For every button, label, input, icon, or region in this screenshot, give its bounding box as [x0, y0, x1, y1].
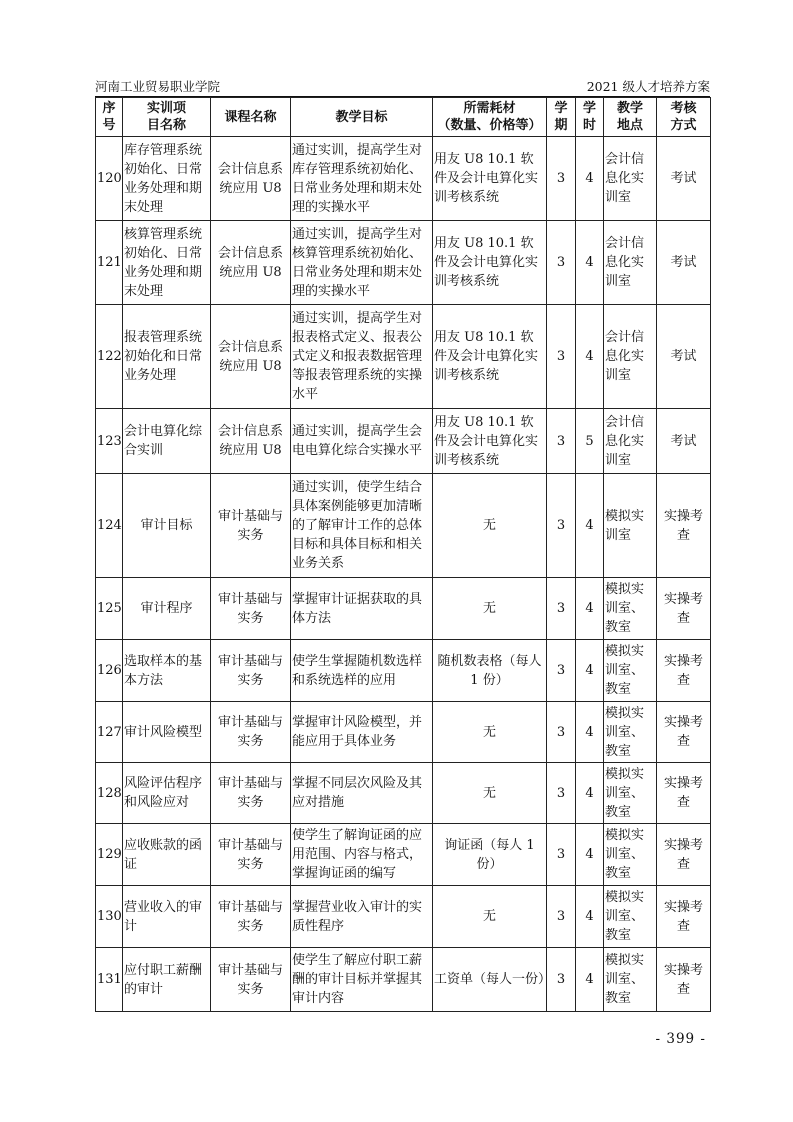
row-goal: 使学生了解应付职工薪酬的审计目标并掌握其审计内容 [291, 948, 433, 1012]
row-course: 会计信息系统应用 U8 [211, 137, 291, 221]
row-term: 3 [547, 824, 576, 886]
row-goal: 通过实训，提高学生对核算管理系统初始化、日常业务处理和期末处理的实操水平 [291, 221, 433, 305]
row-no: 125 [96, 578, 123, 640]
row-exam: 实操考查 [657, 763, 711, 824]
row-exam: 实操考查 [657, 886, 711, 948]
col-goal: 教学目标 [291, 98, 433, 137]
row-exam: 实操考查 [657, 702, 711, 763]
row-term: 3 [547, 886, 576, 948]
row-course: 审计基础与实务 [211, 886, 291, 948]
row-course: 审计基础与实务 [211, 824, 291, 886]
row-term: 3 [547, 763, 576, 824]
school-name: 河南工业贸易职业学院 [95, 79, 221, 94]
table-row [96, 474, 711, 578]
row-material: 无 [433, 763, 547, 824]
row-hours: 4 [576, 221, 604, 305]
row-place: 模拟实训室 [604, 474, 657, 578]
row-goal: 通过实训，提高学生会电电算化综合实操水平 [291, 409, 433, 474]
row-term: 3 [547, 474, 576, 578]
row-hours: 4 [576, 948, 604, 1012]
table-row [96, 886, 711, 948]
row-term: 3 [547, 305, 576, 409]
row-material: 用友 U8 10.1 软件及会计电算化实训考核系统 [433, 137, 547, 221]
row-course: 审计基础与实务 [211, 640, 291, 702]
row-no: 120 [96, 137, 123, 221]
row-term: 3 [547, 221, 576, 305]
row-exam: 考试 [657, 409, 711, 474]
row-place: 会计信息化实训室 [604, 409, 657, 474]
plan-title: 2021 级人才培养方案 [586, 79, 710, 94]
row-project-name: 应收账款的函证 [123, 824, 211, 886]
row-no: 129 [96, 824, 123, 886]
row-term: 3 [547, 409, 576, 474]
row-project-name: 审计风险模型 [123, 702, 211, 763]
row-exam: 实操考查 [657, 474, 711, 578]
row-no: 127 [96, 702, 123, 763]
row-course: 会计信息系统应用 U8 [211, 221, 291, 305]
col-exam: 考核 方式 [657, 98, 711, 137]
row-exam: 考试 [657, 221, 711, 305]
row-no: 128 [96, 763, 123, 824]
table-row [96, 305, 711, 409]
table-row [96, 702, 711, 763]
row-term: 3 [547, 702, 576, 763]
col-place: 教学 地点 [604, 98, 657, 137]
row-material: 用友 U8 10.1 软件及会计电算化实训考核系统 [433, 305, 547, 409]
row-project-name: 核算管理系统初始化、日常业务处理和期末处理 [123, 221, 211, 305]
table-row [96, 763, 711, 824]
page-number: - 399 - [655, 1031, 706, 1047]
row-goal: 通过实训，提高学生对报表格式定义、报表公式定义和报表数据管理等报表管理系统的实操水平 [291, 305, 433, 409]
row-material: 询证函（每人 1 份） [433, 824, 547, 886]
row-place: 会计信息化实训室 [604, 305, 657, 409]
row-hours: 4 [576, 886, 604, 948]
table-row [96, 409, 711, 474]
row-goal: 使学生了解询证函的应用范围、内容与格式，掌握询证函的编写 [291, 824, 433, 886]
row-goal: 掌握营业收入审计的实质性程序 [291, 886, 433, 948]
row-project-name: 报表管理系统初始化和日常业务处理 [123, 305, 211, 409]
row-place: 模拟实训室、教室 [604, 886, 657, 948]
row-project-name: 库存管理系统初始化、日常业务处理和期末处理 [123, 137, 211, 221]
row-hours: 4 [576, 640, 604, 702]
row-material: 用友 U8 10.1 软件及会计电算化实训考核系统 [433, 221, 547, 305]
row-exam: 考试 [657, 137, 711, 221]
row-goal: 掌握不同层次风险及其应对措施 [291, 763, 433, 824]
row-hours: 4 [576, 824, 604, 886]
row-place: 会计信息化实训室 [604, 137, 657, 221]
row-material: 无 [433, 702, 547, 763]
row-project-name: 选取样本的基本方法 [123, 640, 211, 702]
table-row [96, 221, 711, 305]
row-no: 131 [96, 948, 123, 1012]
row-goal: 掌握审计证据获取的具体方法 [291, 578, 433, 640]
col-hours: 学 时 [576, 98, 604, 137]
row-material: 用友 U8 10.1 软件及会计电算化实训考核系统 [433, 409, 547, 474]
row-place: 模拟实训室、教室 [604, 763, 657, 824]
row-course: 审计基础与实务 [211, 948, 291, 1012]
row-term: 3 [547, 137, 576, 221]
col-course: 课程名称 [211, 98, 291, 137]
row-no: 124 [96, 474, 123, 578]
row-hours: 5 [576, 409, 604, 474]
row-project-name: 风险评估程序和风险应对 [123, 763, 211, 824]
row-goal: 使学生掌握随机数选样和系统选样的应用 [291, 640, 433, 702]
row-hours: 4 [576, 702, 604, 763]
table-row [96, 824, 711, 886]
table-row [96, 578, 711, 640]
row-hours: 4 [576, 763, 604, 824]
col-no: 序 号 [96, 98, 123, 137]
row-no: 130 [96, 886, 123, 948]
row-project-name: 会计电算化综合实训 [123, 409, 211, 474]
table-row [96, 640, 711, 702]
row-course: 审计基础与实务 [211, 763, 291, 824]
row-no: 123 [96, 409, 123, 474]
row-hours: 4 [576, 305, 604, 409]
row-project-name: 审计目标 [123, 474, 211, 578]
row-place: 模拟实训室、教室 [604, 948, 657, 1012]
row-course: 会计信息系统应用 U8 [211, 409, 291, 474]
row-term: 3 [547, 578, 576, 640]
row-exam: 实操考查 [657, 824, 711, 886]
row-no: 126 [96, 640, 123, 702]
row-project-name: 应付职工薪酬的审计 [123, 948, 211, 1012]
row-exam: 实操考查 [657, 948, 711, 1012]
col-material: 所需耗材 （数量、价格等） [433, 98, 547, 137]
row-course: 会计信息系统应用 U8 [211, 305, 291, 409]
row-material: 无 [433, 578, 547, 640]
row-project-name: 营业收入的审计 [123, 886, 211, 948]
row-term: 3 [547, 640, 576, 702]
row-goal: 通过实训，提高学生对库存管理系统初始化、日常业务处理和期末处理的实操水平 [291, 137, 433, 221]
row-hours: 4 [576, 578, 604, 640]
row-exam: 考试 [657, 305, 711, 409]
header-row [96, 98, 711, 137]
row-exam: 实操考查 [657, 578, 711, 640]
row-material: 工资单（每人一份） [433, 948, 547, 1012]
training-table [95, 97, 711, 1012]
row-material: 无 [433, 474, 547, 578]
row-exam: 实操考查 [657, 640, 711, 702]
row-goal: 通过实训，使学生结合具体案例能够更加清晰的了解审计工作的总体目标和具体目标和相关业务关系 [291, 474, 433, 578]
row-term: 3 [547, 948, 576, 1012]
row-place: 模拟实训室、教室 [604, 578, 657, 640]
table-row [96, 137, 711, 221]
row-material: 随机数表格（每人 1 份） [433, 640, 547, 702]
row-place: 模拟实训室、教室 [604, 824, 657, 886]
row-hours: 4 [576, 137, 604, 221]
row-place: 模拟实训室、教室 [604, 640, 657, 702]
row-project-name: 审计程序 [123, 578, 211, 640]
table-row [96, 948, 711, 1012]
row-no: 122 [96, 305, 123, 409]
row-course: 审计基础与实务 [211, 474, 291, 578]
row-no: 121 [96, 221, 123, 305]
row-goal: 掌握审计风险模型，并能应用于具体业务 [291, 702, 433, 763]
row-place: 会计信息化实训室 [604, 221, 657, 305]
row-course: 审计基础与实务 [211, 578, 291, 640]
page-header [95, 78, 710, 96]
row-place: 模拟实训室、教室 [604, 702, 657, 763]
col-term: 学 期 [547, 98, 576, 137]
col-project-name: 实训项 目名称 [123, 98, 211, 137]
row-hours: 4 [576, 474, 604, 578]
row-material: 无 [433, 886, 547, 948]
row-course: 审计基础与实务 [211, 702, 291, 763]
